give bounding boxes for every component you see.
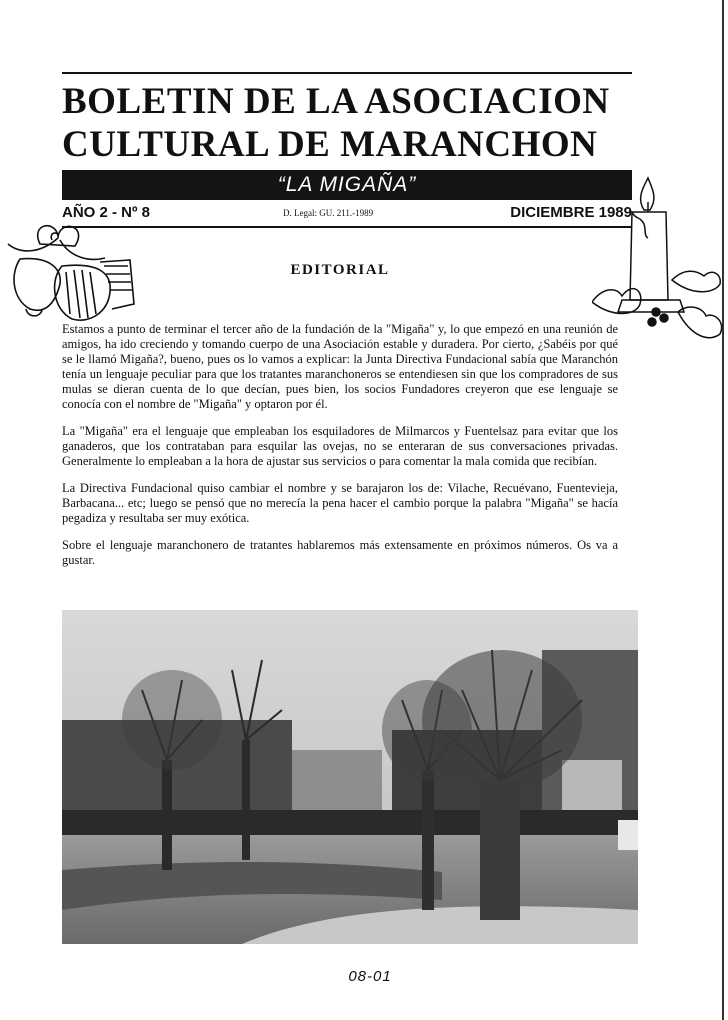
header-bottom-rule (62, 226, 632, 228)
christmas-bells-illustration (0, 214, 150, 330)
issue-info-row (62, 204, 632, 226)
article-paragraph-1: Estamos a punto de terminar el tercer año de la fundación de la "Migaña" y, lo que empezó en una reunión de amigos, ha ido creciendo y tomando cuerpo de una Asociación estable y duradera. Por cierto, ¿Sabéis por qué se le llamó Migaña?, bueno, pues os lo vamos a explicar: la Junta Directiva Fundacional sabía que Maranchón tenía un lenguaje peculiar para que los tratantes maranchoneros se entendiesen sin que los compradores de sus mulas se dieran cuenta de lo que decían, pues bien, los socios Fundadores creyeron que ese lenguaje se conocía con el nombre de "Migaña" y optaron por él. (62, 322, 618, 411)
article-body (62, 322, 618, 580)
bulletin-title-line1: BOLETIN DE LA ASOCIACION (62, 81, 610, 122)
issue-number: AÑO 2 - Nº 8 (62, 204, 150, 221)
article-paragraph-2: La "Migaña" era el lenguaje que empleaban los esquiladores de Milmarcos y Fuentelsaz para evitar que los ganaderos, que los contrataban para esquilar las ovejas, no se enteraran de sus conversaciones privadas. Generalmente lo empleaban a la hora de ajustar sus servicios o para comentar la mala comida que recibían. (62, 424, 618, 468)
article-heading: EDITORIAL (290, 262, 390, 278)
issue-date: DICIEMBRE 1989 (510, 204, 632, 221)
article-paragraph-4: Sobre el lenguaje maranchonero de tratantes hablaremos más extensamente en próximos números. Os va a gustar. (62, 538, 618, 567)
page-number: 08-01 (348, 968, 392, 985)
page-edge-line (722, 0, 724, 1020)
legal-deposit: D. Legal: GU. 211.-1989 (283, 208, 374, 218)
bulletin-title-line2: CULTURAL DE MARANCHON (62, 124, 598, 165)
publication-name-banner: “LA MIGAÑA” (62, 170, 632, 200)
article-paragraph-3: La Directiva Fundacional quiso cambiar el nombre y se barajaron los de: Vilache, Recuévano, Fuentevieja, Barbacana... etc; luego se pensó que no merecía la pena hacer el cambio porque la palabra "Migaña" se hacía pegadiza y resultaba ser muy exótica. (62, 481, 618, 525)
village-square-photo (62, 610, 638, 944)
header-top-rule (62, 72, 632, 74)
